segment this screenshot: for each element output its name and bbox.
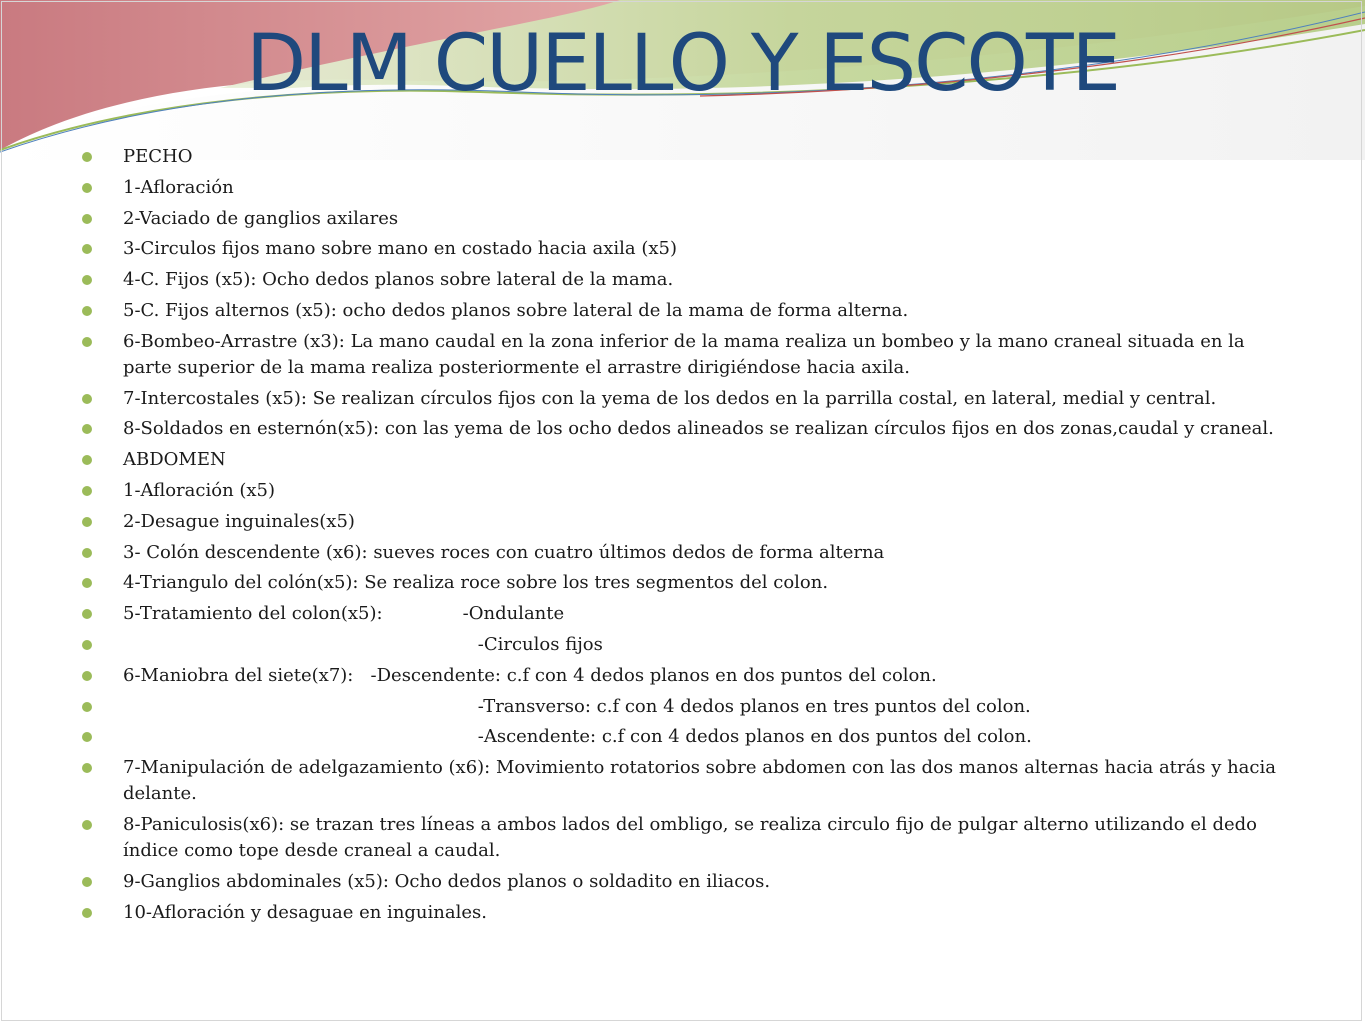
list-item-text: ABDOMEN	[123, 449, 226, 471]
list-item	[82, 694, 1282, 720]
list-item-text: 8-Soldados en esternón(x5): con las yema de los ocho dedos alineados se realizan círculos fijos en dos zonas,caudal y craneal.	[123, 418, 1274, 440]
slide-title: DLM CUELLO Y ESCOTE	[246, 19, 1119, 109]
list-item	[82, 478, 1282, 504]
list-item	[82, 144, 1282, 170]
bullet-icon	[82, 183, 92, 193]
bullet-icon	[82, 908, 92, 918]
bullet-icon	[82, 455, 92, 465]
list-item-text: 9-Ganglios abdominales (x5): Ocho dedos planos o soldadito en iliacos.	[123, 870, 771, 892]
list-item-text: 6-Maniobra del siete(x7): -Descendente: c.f con 4 dedos planos en dos puntos del colon.	[123, 664, 937, 686]
bullet-icon	[82, 486, 92, 496]
list-item	[82, 509, 1282, 535]
list-item	[82, 175, 1282, 201]
list-item	[82, 416, 1282, 442]
list-item	[82, 869, 1282, 895]
bullet-icon	[82, 820, 92, 830]
list-item-text: 7-Intercostales (x5): Se realizan círculos fijos con la yema de los dedos en la parrilla costal, en lateral, medial y central.	[123, 387, 1217, 409]
bullet-icon	[82, 214, 92, 224]
bullet-icon	[82, 306, 92, 316]
list-item-text: 7-Manipulación de adelgazamiento (x6): Movimiento rotatorios sobre abdomen con las dos manos alternas hacia atrás y hacia delante.	[123, 757, 1282, 805]
bullet-icon	[82, 548, 92, 558]
list-item	[82, 206, 1282, 232]
list-item-text: 4-Triangulo del colón(x5): Se realiza roce sobre los tres segmentos del colon.	[123, 572, 829, 594]
list-item	[82, 236, 1282, 262]
list-item-text: 1-Afloración (x5)	[123, 479, 276, 501]
list-item-text: 1-Afloración	[123, 176, 234, 198]
bullet-icon	[82, 244, 92, 254]
bullet-icon	[82, 732, 92, 742]
list-item-text: 4-C. Fijos (x5): Ocho dedos planos sobre lateral de la mama.	[123, 269, 674, 291]
list-item-text: -Transverso: c.f con 4 dedos planos en tres puntos del colon.	[123, 695, 1031, 717]
list-item-text: 5-Tratamiento del colon(x5): -Ondulante	[123, 603, 565, 625]
bullet-icon	[82, 702, 92, 712]
list-item-text: 2-Desague inguinales(x5)	[123, 510, 355, 532]
list-item	[82, 663, 1282, 689]
list-item	[82, 540, 1282, 566]
bullet-icon	[82, 424, 92, 434]
bullet-list	[82, 144, 1282, 926]
bullet-icon	[82, 394, 92, 404]
list-item-text: 3- Colón descendente (x6): sueves roces con cuatro últimos dedos de forma alterna	[123, 541, 885, 563]
list-item-text: 5-C. Fijos alternos (x5): ocho dedos planos sobre lateral de la mama de forma alterna.	[123, 299, 909, 321]
bullet-icon	[82, 517, 92, 527]
bullet-icon	[82, 877, 92, 887]
list-item	[82, 298, 1282, 324]
bullet-icon	[82, 337, 92, 347]
bullet-icon	[82, 609, 92, 619]
list-item	[82, 386, 1282, 412]
list-item-text: -Circulos fijos	[123, 633, 603, 655]
list-item	[82, 900, 1282, 926]
list-item	[82, 601, 1282, 627]
list-item	[82, 755, 1282, 807]
list-item-text: -Ascendente: c.f con 4 dedos planos en dos puntos del colon.	[123, 726, 1032, 748]
list-item	[82, 329, 1282, 381]
list-item	[82, 267, 1282, 293]
bullet-icon	[82, 763, 92, 773]
bullet-icon	[82, 671, 92, 681]
bullet-icon	[82, 152, 92, 162]
list-item-text: 10-Afloración y desaguae en inguinales.	[123, 901, 487, 923]
list-item-text: 6-Bombeo-Arrastre (x3): La mano caudal en la zona inferior de la mama realiza un bombeo y la mano craneal situada en la parte superior de la mama realiza posteriormente el arrastre dirigiéndose hacia axila.	[123, 330, 1251, 378]
list-item	[82, 724, 1282, 750]
list-item-text: 3-Circulos fijos mano sobre mano en costado hacia axila (x5)	[123, 238, 678, 260]
list-item	[82, 812, 1282, 864]
list-item	[82, 570, 1282, 596]
bullet-list-container	[82, 144, 1282, 930]
bullet-icon	[82, 275, 92, 285]
bullet-icon	[82, 578, 92, 588]
bullet-icon	[82, 640, 92, 650]
list-item-text: 2-Vaciado de ganglios axilares	[123, 207, 399, 229]
list-item-text: 8-Paniculosis(x6): se trazan tres líneas a ambos lados del ombligo, se realiza circulo fijo de pulgar alterno utilizando el dedo índice como tope desde craneal a caudal.	[123, 813, 1263, 861]
list-item-text: PECHO	[123, 146, 193, 167]
list-item	[82, 447, 1282, 473]
list-item	[82, 632, 1282, 658]
